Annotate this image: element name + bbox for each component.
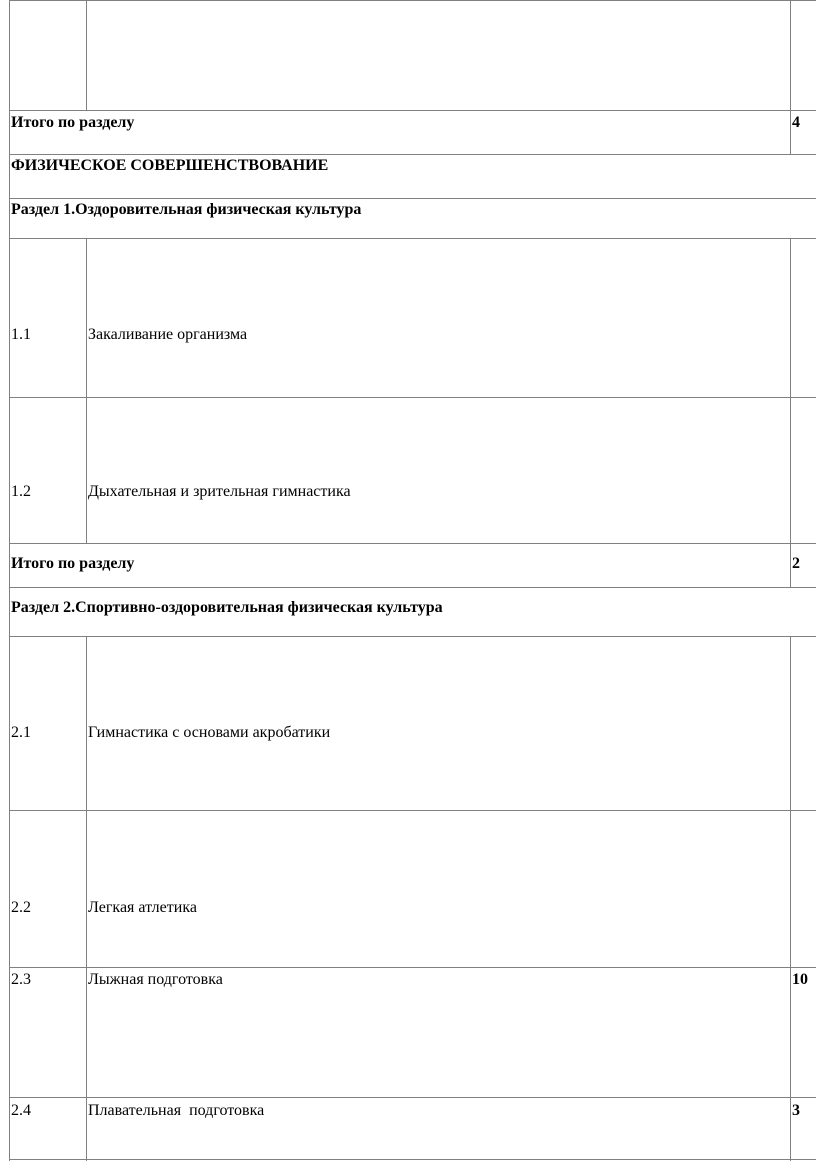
table-row-border	[9, 1097, 816, 1098]
table-row-border	[9, 587, 816, 588]
row-hours: 10	[792, 971, 808, 988]
table-row-border	[9, 397, 816, 398]
table-column-divider	[86, 636, 87, 1161]
table-row-border	[9, 967, 816, 968]
main-heading: ФИЗИЧЕСКОЕ СОВЕРШЕНСТВОВАНИЕ	[11, 157, 329, 174]
row-number: 2.2	[11, 899, 31, 916]
table-row-border	[9, 810, 816, 811]
row-topic: Гимнастика с основами акробатики	[88, 724, 331, 741]
row-number: 2.3	[11, 971, 31, 988]
table-column-divider	[790, 636, 791, 1161]
row-topic: Плавательная подготовка	[88, 1102, 265, 1119]
row-topic: Легкая атлетика	[88, 899, 197, 916]
row-number: 1.2	[11, 483, 31, 500]
table-row-border	[9, 110, 816, 111]
row-topic: Лыжная подготовка	[88, 971, 223, 988]
table-column-divider	[790, 0, 791, 154]
table-column-divider	[86, 238, 87, 543]
row-hours: 3	[792, 1102, 800, 1119]
subtotal-label: Итого по разделу	[11, 114, 135, 131]
subtotal-hours: 4	[792, 114, 800, 131]
table-border-left	[9, 0, 10, 1161]
table-row-border	[9, 636, 816, 637]
table-row-border	[9, 1159, 816, 1160]
row-topic: Дыхательная и зрительная гимнастика	[88, 483, 351, 500]
table-row-border	[9, 238, 816, 239]
section-heading: Раздел 1.Оздоровительная физическая культура	[11, 201, 362, 218]
section-heading: Раздел 2.Спортивно-оздоровительная физическая культура	[11, 599, 443, 616]
table-row-border	[9, 154, 816, 155]
row-number: 1.1	[11, 326, 31, 343]
subtotal-hours: 2	[792, 555, 800, 572]
row-number: 2.4	[11, 1102, 31, 1119]
subtotal-label: Итого по разделу	[11, 555, 135, 572]
table-column-divider	[790, 238, 791, 587]
table-row-border	[9, 198, 816, 199]
table-row-border	[9, 0, 816, 1]
table-row-border	[9, 543, 816, 544]
table-column-divider	[86, 0, 87, 110]
row-number: 2.1	[11, 724, 31, 741]
row-topic: Закаливание организма	[88, 326, 248, 343]
